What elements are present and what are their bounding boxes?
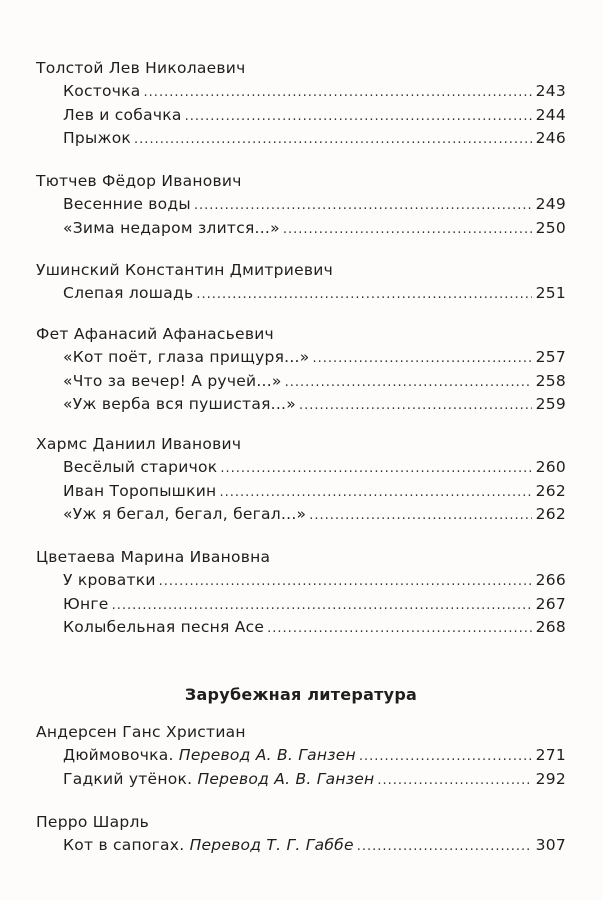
toc-entry[interactable] — [63, 80, 566, 104]
translation-credit: Перевод Т. Г. Габбе — [189, 836, 354, 854]
page-number: 267 — [535, 594, 566, 613]
toc-entry[interactable] — [63, 127, 566, 151]
toc-entry[interactable] — [63, 744, 566, 768]
author-name: Цветаева Марина Ивановна — [36, 548, 271, 566]
toc-author-section — [36, 56, 566, 151]
dot-leader — [309, 504, 531, 528]
author-name: Ушинский Константин Дмитриевич — [36, 261, 333, 279]
page-number: 246 — [535, 129, 566, 147]
toc-entry[interactable] — [63, 370, 566, 394]
entry-title: Прыжок — [63, 129, 132, 147]
toc-author-section — [36, 322, 566, 417]
dot-leader — [357, 835, 532, 859]
page-number: 243 — [535, 82, 566, 100]
entry-title — [63, 744, 356, 768]
toc-entry[interactable] — [63, 346, 566, 370]
dot-leader — [312, 347, 531, 371]
dot-leader — [194, 194, 532, 218]
toc-entry[interactable] — [63, 593, 566, 617]
toc-entry[interactable] — [63, 217, 566, 241]
toc-author-section — [36, 432, 566, 527]
toc-entry[interactable] — [63, 104, 566, 128]
entry-title: Весенние воды — [63, 195, 191, 213]
toc-entry[interactable] — [63, 480, 566, 504]
toc-author-section — [36, 545, 566, 640]
entry-title: Лев и собачка — [63, 105, 182, 124]
dot-leader — [299, 394, 532, 418]
toc-entry[interactable] — [63, 503, 566, 527]
entry-title: Весёлый старичок — [63, 458, 218, 476]
dot-leader — [112, 594, 532, 618]
entry-title: «Зима недаром злится...» — [63, 218, 280, 237]
toc-author-section — [36, 810, 566, 858]
entry-title: «Что за вечер! А ручей...» — [63, 371, 282, 390]
toc-author-section — [36, 720, 566, 791]
page-number: 259 — [535, 395, 566, 413]
page-number: 307 — [535, 836, 566, 854]
dot-leader — [159, 570, 532, 594]
entry-title: Юнге — [63, 594, 109, 613]
page-number: 268 — [535, 618, 566, 636]
entry-title: Иван Торопышкин — [63, 481, 217, 500]
toc-entry[interactable] — [63, 393, 566, 417]
toc-entry[interactable] — [63, 569, 566, 593]
author-name: Фет Афанасий Афанасьевич — [36, 325, 274, 343]
work-title: Дюймовочка. — [63, 746, 174, 764]
dot-leader — [134, 128, 532, 152]
entry-title: Косточка — [63, 82, 141, 100]
translation-credit: Перевод А. В. Ганзен — [197, 769, 375, 788]
dot-leader — [283, 218, 532, 242]
translation-credit: Перевод А. В. Ганзен — [178, 746, 356, 764]
work-title: Гадкий утёнок. — [63, 769, 193, 788]
entry-title — [63, 768, 374, 792]
section-heading: Зарубежная литература — [184, 685, 418, 704]
dot-leader — [185, 105, 532, 129]
page-number: 249 — [535, 195, 566, 213]
entry-title: «Кот поёт, глаза прищуря...» — [63, 348, 310, 366]
page-number: 258 — [535, 371, 566, 390]
dot-leader — [377, 769, 531, 793]
author-name: Толстой Лев Николаевич — [36, 59, 246, 77]
toc-entry[interactable] — [63, 834, 566, 858]
page-number: 250 — [535, 218, 566, 237]
dot-leader — [359, 745, 532, 769]
author-name: Андерсен Ганс Христиан — [36, 723, 246, 741]
author-name: Перро Шарль — [36, 813, 149, 831]
toc-entry[interactable] — [63, 768, 566, 792]
page-number: 266 — [535, 571, 566, 589]
dot-leader — [144, 81, 532, 105]
page-number: 244 — [535, 105, 566, 124]
entry-title: Слепая лошадь — [63, 284, 194, 302]
toc-entry[interactable] — [63, 193, 566, 217]
dot-leader — [220, 457, 531, 481]
entry-title: Колыбельная песня Асе — [63, 618, 265, 636]
toc-entry[interactable] — [63, 456, 566, 480]
page-number: 251 — [535, 284, 566, 302]
page-number: 262 — [535, 481, 566, 500]
work-title: Кот в сапогах. — [63, 836, 185, 854]
author-name: Тютчев Фёдор Иванович — [36, 172, 242, 190]
toc-author-section — [36, 258, 566, 306]
entry-title: «Уж я бегал, бегал, бегал...» — [63, 505, 307, 523]
dot-leader — [285, 371, 532, 395]
entry-title: «Уж верба вся пушистая...» — [63, 395, 296, 413]
page-number: 271 — [535, 746, 566, 764]
page-number: 262 — [535, 505, 566, 523]
dot-leader — [196, 283, 531, 307]
dot-leader — [219, 481, 531, 505]
entry-title: У кроватки — [63, 571, 156, 589]
toc-author-section — [36, 169, 566, 240]
toc-entry[interactable] — [63, 282, 566, 306]
toc-entry[interactable] — [63, 616, 566, 640]
page-number: 257 — [535, 348, 566, 366]
entry-title — [63, 834, 354, 858]
page-number: 292 — [535, 769, 566, 788]
page-number: 260 — [535, 458, 566, 476]
author-name: Хармс Даниил Иванович — [36, 435, 242, 453]
dot-leader — [267, 617, 532, 641]
